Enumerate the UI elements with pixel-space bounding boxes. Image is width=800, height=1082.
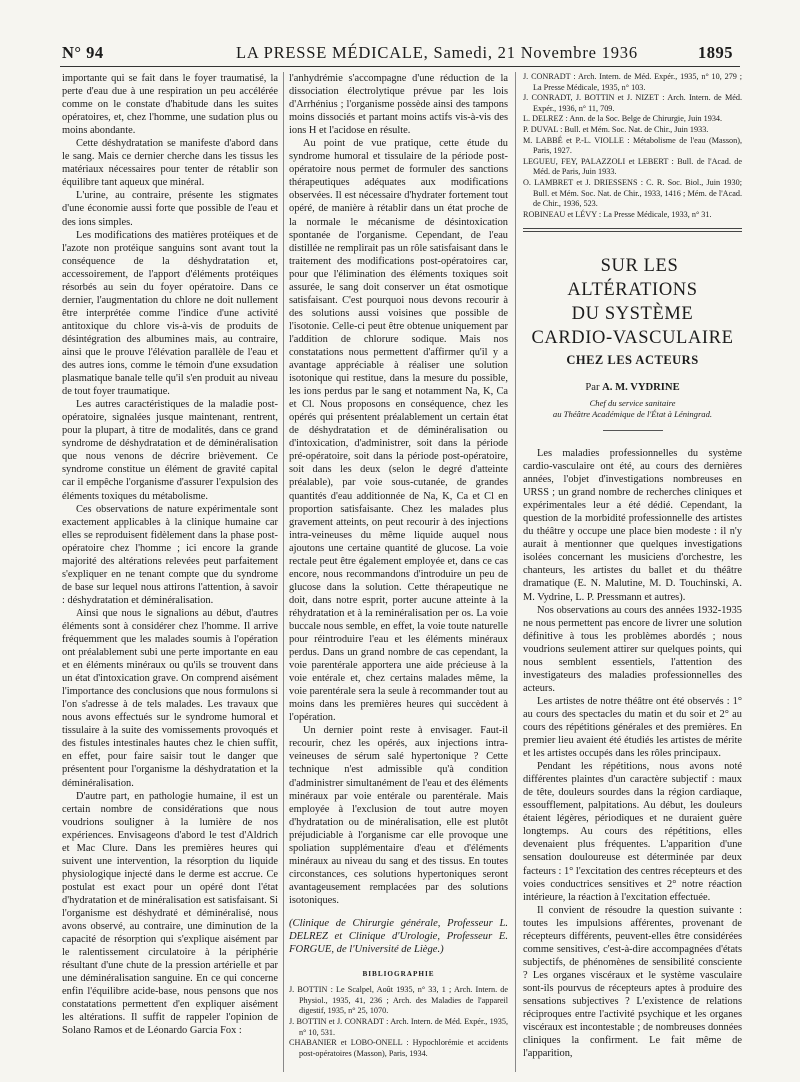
column-divider bbox=[283, 72, 284, 1072]
body-paragraph: Un dernier point reste à envisager. Faut-il recourir, chez les opérés, aux injections intra-veineuses de sérum salé hypertonique ? Cette technique n'est admissible qu'à condition d'administrer simultanément de l'eau et des éléments minéraux par voie entérale ou parentérale. Mais employée à l'exclusion de tout autre moyen d'hydratation ou de minéralisation, elle est plutôt préjudiciable à l'organisme car elle provoque une spoliation supplémentaire d'eau et d'éléments minéraux au niveau du sang et des tissus. En toutes circonstances, ces solutions hypertoniques seront avantageusement remplacées par des solutions isotoniques. bbox=[289, 725, 508, 906]
bibliography-entry: J. CONRADT, J. BOTTIN et J. NIZET : Arch. Intern. de Méd. Expér., 1936, n° 11, 709. bbox=[523, 93, 742, 113]
bibliography-entry: LEGUEU, FEY, PALAZZOLI et LEBERT : Bull. de l'Acad. de Méd. de Paris, Juin 1933. bbox=[523, 156, 742, 177]
bibliography-entry: J. CONRADT : Arch. Intern. de Méd. Expér., 1935, n° 10, 279 ; La Presse Médicale, 1935, n° 103. bbox=[523, 72, 742, 92]
title-rule bbox=[603, 430, 663, 431]
author-affiliation bbox=[523, 398, 742, 420]
body-paragraph: Les modifications des matières protéiques et de l'azote non protéique sanguins sont avant tout la conséquence de la déshydratation et, accessoirement, de l'apport d'éléments protéiques résorbés au sein du foyer opératoire. Dans ce dernier, l'augmentation du chlore ne doit nullement être interprétée comme l'indice d'une activité antitoxique du chlore vis-à-vis de produits de désintégration des albumines mais, au contraire, ainsi que le prouve l'élévation parallèle de l'eau et des autres ions, comme le témoin d'une exsudation plasmatique banale telle qu'il s'en produit au niveau de tout foyer traumatique. bbox=[62, 229, 278, 398]
bibliography-entry: J. BOTTIN et J. CONRADT : Arch. Intern. de Méd. Expér., 1935, n° 10, 531. bbox=[289, 1016, 508, 1037]
body-paragraph: D'autre part, en pathologie humaine, il est un certain nombre de considérations que nous voudrions souligner à la lumière de nos expériences. Envisageons d'abord le test d'Aldrich et Mac Clure. Dans les premières heures qui suivent une intervention, la résorption du liquide physiologique injecté dans le derme est accrue. Ce postulat est exact pour un opéré dont l'état d'hydratation et de minéralisation est satisfaisant. Si l'organisme est déshydraté et déminéralisé, nous avons observé, au contraire, une diminution de la capacité de résorption qui s'explique aisément par le ralentissement circulatoire à la périphérie résultant d'une chute de la pression artérielle et par une déminéralisation sanguine. En ce qui concerne enfin l'équilibre acide-base, nous pensons que nos constatations permettent d'en expliquer aisément les altérations. Il suffit de rappeler l'opinion de Solano Ramos et de Léonardo Garcia Fox : bbox=[62, 790, 278, 1037]
body-paragraph: Ces observations de nature expérimentale sont exactement applicables à la clinique humaine car elles se reproduisent fidèlement dans la phase post-opératoire chez l'homme ; ici encore la grande majorité des altérations relevées peut parfaitement s'expliquer en ne tenant compte que du syndrome de base sur lequel nous attirons l'attention, à savoir : déshydratation et déminéralisation. bbox=[62, 503, 278, 606]
article-title-line: CARDIO-VASCULAIRE bbox=[531, 328, 734, 349]
body-paragraph: Il convient de résoudre la question suivante : toutes les impulsions afférentes, provenant de récepteurs différents, peuvent-elles être considérées comme sensitives, c'est-à-dire accompagnées d'états subjectifs, de phénomènes de sensibilité consciente ? Les organes viscéraux et le système vasculaire sont-ils pourvus de récepteurs aptes à produire des sensations subjectives ? L'existence de relations réciproques entre l'activité psychique et les organes viscéraux est incontestable ; de nombreuses données cliniques la confirment. Le fait même de l'apparition, bbox=[523, 904, 742, 1060]
header-rule bbox=[60, 66, 740, 67]
column-right bbox=[523, 72, 742, 1060]
article-title-line: DU SYSTÈME bbox=[571, 304, 694, 325]
author-name: A. M. VYDRINE bbox=[602, 382, 680, 394]
author-role-line: Chef du service sanitaire bbox=[589, 398, 676, 409]
article-title-line: SUR LES ALTÉRATIONS bbox=[567, 256, 698, 301]
body-paragraph: Ainsi que nous le signalions au début, d'autres éléments sont à considérer chez l'homme. Il arrive fréquemment que les malades soumis à l'opération ont préalablement subi une perte importante en eau et en éléments minéraux ou qu'ils se trouvent dans un état d'intoxication grave. On comprend aisément l'importance des conclusions que nous formulons si l'on s'adresse à de tels malades. Les travaux que nous avons effectués sur le syndrome humoral et tissulaire à la suite des vomissements provoqués et des fistules intestinales hautes chez le chien suffit, en effet, pour faire saisir tout le danger que présentent pour l'organisme la déshydratation et la déminéralisation. bbox=[62, 607, 278, 789]
running-title bbox=[236, 43, 638, 63]
body-paragraph: Les maladies professionnelles du système cardio-vasculaire ont été, au cours des dernières années, l'objet d'investigations nombreuses en URSS ; un grand nombre de recherches cliniques et expérimentales leur a été dédié. Cependant, la question de la morbidité professionnelle des artistes du théâtre y occupe une place bien modeste : il n'y aurait à mentionner que quelques investigations isolées concernant les musiciens d'orchestre, les chanteurs, les artistes du ballet et du théâtre dramatique (E. N. Malutine, M. D. Touchinski, A. M. Vydrine, L. P. Pressmann et autres). bbox=[523, 448, 742, 603]
bibliography-entry: O. LAMBRET et J. DRIESSENS : C. R. Soc. Biol., Juin 1930; Bull. et Mém. Soc. Nat. de Chir., 1933, 1416 ; Mém. de l'Acad. de Chir., 1936, 523. bbox=[523, 177, 742, 209]
body-paragraph: l'anhydrémie s'accompagne d'une réduction de la dissociation électrolytique prévue par les lois d'Arrhénius ; l'organisme possède ainsi des tampons moins dissociés et partant moins actifs vis-à-vis des ions H et l'acidose en résulte. bbox=[289, 73, 508, 137]
page-number: N° 94 bbox=[62, 43, 104, 62]
author-role-line: au Théâtre Académique de l'État à Léningrad. bbox=[552, 409, 713, 420]
bibliography-heading: BIBLIOGRAPHIE bbox=[362, 970, 435, 979]
article-separator bbox=[523, 231, 742, 232]
body-paragraph: Nos observations au cours des années 1932-1935 ne nous permettent pas encore de livrer une solution définitive à tous les problèmes abordés ; nous voudrions seulement attirer sur quelques points, qui nous semblent essentiels, l'attention des investigateurs des maladies professionnelles des acteurs. bbox=[523, 604, 742, 694]
page-header bbox=[0, 0, 800, 66]
body-paragraph: Les autres caractéristiques de la maladie post-opératoire, signalées jusque maintenant, rentrent, pour la plupart, à titre de modalités, dans ce grand syndrome de déshydratation et de déminéralisation que nous venons de décrire brièvement. Ce syndrome constitue un élément de gravité capital car il empêche l'organisme d'assurer l'expulsion des éléments toxiques du métabolisme. bbox=[62, 399, 278, 502]
body-paragraph: Au point de vue pratique, cette étude du syndrome humoral et tissulaire de la période post-opératoire nous permet de formuler des sanctions thérapeutiques adéquates aux modifications observées. Il est nécessaire d'hydrater fortement tout opéré, de manière à rétablir dans un état proche de la normale le mécanisme de désintoxication spontanée de l'organisme. Cependant, de l'eau distillée ne remplirait pas un rôle satisfaisant dans le traitement des modifications post-opératoires car, pour que l'élimination des éléments toxiques soit assurée, le sang doit conserver un état osmotique satisfaisant. C'est pourquoi nous devons recourir à des solutions aussi voisines que possible de l'isotonie. Celle-ci peut être obtenue uniquement par l'addition de chlorure sodique. Mais nos constatations nous permettent d'affirmer qu'il y a avantage appréciable à réaliser une solution isotonique qui restitue, dans la mesure du possible, les ions perdus par le sang et notamment Na, K, Ca et Cl. Nous proposons en conséquence, chez les opérés qui présentent préalablement un certain état de déshydratation et de déminéralisation ou d'intoxication, d'administrer, soit dans la période pré-opératoire, soit dans la période post-opératoire, soit dans les deux (selon le degré d'atteinte préalable), par voie sous-cutanée, de grandes quantités d'eau additionnée de Na, K, Ca et Cl en proportion satisfaisante. Chez les malades plus gravement atteints, on peut recourir à des injections intra-veineuses du même liquide auquel nous ajoutons une certaine quantité de glucose. La voie rectale peut être également employée et, dans ce cas encore, nous recommandons d'introduire un peu de glucose dans la solution. Cette thérapeutique ne doit, dans notre esprit, porter aucune atteinte à la réhydratation et à la reminéralisation per os. La voie buccale nous semble, en effet, la voie toute naturelle pour réintroduire l'eau et les éléments minéraux perdus. Dans un grand nombre de cas cependant, la voie parentérale apportera une aide précieuse à la voie entérale et, chez certains malades même, la voie parentérale sera la seule à recommander tout au moins dans les premières heures qui succèdent à l'opération. bbox=[289, 138, 508, 724]
byline-prefix: Par bbox=[585, 382, 600, 394]
bibliography-entry: ROBINEAU et LÉVY : La Presse Médicale, 1933, n° 31. bbox=[523, 209, 712, 219]
column-left bbox=[62, 72, 278, 1037]
body-paragraph: L'urine, au contraire, présente les stigmates d'une économie aussi forte que possible de l'eau et des ions simples. bbox=[62, 190, 278, 228]
issue-date: Samedi, 21 Novembre 1936 bbox=[433, 43, 638, 62]
reference-list bbox=[523, 72, 742, 220]
article-separator bbox=[523, 228, 742, 229]
body-paragraph: Pendant les répétitions, nous avons noté différentes plaintes d'un caractère subjectif : maux de tête, douleurs sourdes dans la région cardiaque, essoufflement, palpitations. Au début, les douleurs étaient légères, périodiques et ne duraient guère longtemps. Au cours des répétitions, elles devenaient plus fréquentes. L'apparition d'une sensation douloureuse est déterminée par deux facteurs : 1° l'excitation des centres récepteurs et des voies conductrices sensitives et 2° notre réaction intérieure, la réaction à l'excitation effectuée. bbox=[523, 761, 742, 903]
header-year: 1895 bbox=[698, 43, 733, 62]
bibliography-entry: P. DUVAL : Bull. et Mém. Soc. Nat. de Chir., Juin 1933. bbox=[523, 124, 709, 134]
article-subtitle: CHEZ LES ACTEURS bbox=[566, 353, 699, 368]
bibliography-entry: M. LABBÉ et P.-L. VIOLLE : Métabolisme de l'eau (Masson), Paris, 1927. bbox=[523, 135, 742, 156]
column-middle bbox=[289, 72, 508, 1059]
article-title bbox=[523, 254, 742, 350]
bibliography-entry: J. BOTTIN : Le Scalpel, Août 1935, n° 33, 1 ; Arch. Intern. de Physiol., 1935, 41, 236 ; Arch. des Maladies de l'appareil digestif, 1935, n° 25, 1070. bbox=[289, 985, 508, 1016]
column-divider bbox=[515, 72, 516, 1072]
body-paragraph: Cette déshydratation se manifeste d'abord dans le sang. Mais ce dernier cherche dans les tissus les matériaux nécessaires pour tenter de rétablir son équilibre tant aqueux que minéral. bbox=[62, 138, 278, 189]
byline bbox=[523, 381, 742, 394]
body-paragraph: importante qui se fait dans le foyer traumatisé, la perte d'eau due à une respiration un peu accélérée comme on le constate d'habitude dans les suites opératoires, et, chez l'homme, une sudation plus ou moins abondante. bbox=[62, 73, 278, 137]
bibliography-entry: CHABANIER et LOBO-ONELL : Hypochlorémie et accidents post-opératoires (Masson), Paris, 1934. bbox=[289, 1038, 508, 1058]
body-paragraph: Les artistes de notre théâtre ont été observés : 1° au cours des spectacles du matin et du soir et 2° au cours des répétitions générales et des premières. En premier lieu avaient été étudiés les artistes de mérite et les artistes occupés dans les rôles principaux. bbox=[523, 695, 742, 760]
bibliography-entry: L. DELREZ : Ann. de la Soc. Belge de Chirurgie, Juin 1934. bbox=[523, 114, 723, 124]
journal-name: LA PRESSE MÉDICALE, bbox=[236, 43, 429, 62]
affiliation-note: (Clinique de Chirurgie générale, Professeur L. DELREZ et Clinique d'Urologie, Professeur E. FORGUE, de l'Université de Liège.) bbox=[289, 918, 508, 956]
